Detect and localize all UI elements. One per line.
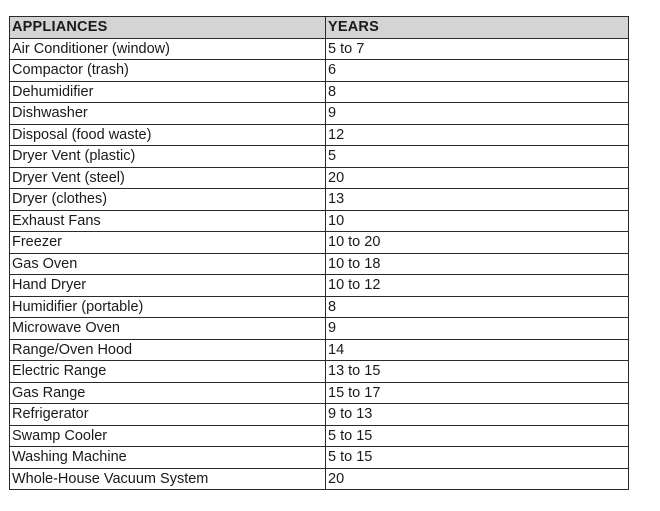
appliance-cell: Refrigerator: [10, 404, 326, 426]
table-row: [10, 275, 629, 297]
table-row: [10, 339, 629, 361]
appliance-cell: Dryer Vent (plastic): [10, 146, 326, 168]
column-header-appliances: APPLIANCES: [10, 17, 326, 39]
appliance-cell: Gas Oven: [10, 253, 326, 275]
table-row: [10, 103, 629, 125]
appliance-cell: Microwave Oven: [10, 318, 326, 340]
table-row: [10, 232, 629, 254]
table-body: [10, 38, 629, 490]
years-cell: 9 to 13: [326, 404, 629, 426]
appliance-cell: Hand Dryer: [10, 275, 326, 297]
years-cell: 13 to 15: [326, 361, 629, 383]
years-cell: 10 to 18: [326, 253, 629, 275]
table-row: [10, 146, 629, 168]
table-row: [10, 210, 629, 232]
appliance-cell: Dryer (clothes): [10, 189, 326, 211]
column-header-years: YEARS: [326, 17, 629, 39]
header-row: [10, 17, 629, 39]
years-cell: 5 to 15: [326, 425, 629, 447]
appliance-lifespan-table: [9, 16, 629, 490]
appliance-cell: Electric Range: [10, 361, 326, 383]
years-cell: 9: [326, 103, 629, 125]
years-cell: 9: [326, 318, 629, 340]
appliance-cell: Humidifier (portable): [10, 296, 326, 318]
table-row: [10, 60, 629, 82]
table-row: [10, 167, 629, 189]
appliance-cell: Dishwasher: [10, 103, 326, 125]
table-row: [10, 404, 629, 426]
table-row: [10, 425, 629, 447]
appliance-cell: Exhaust Fans: [10, 210, 326, 232]
appliance-cell: Disposal (food waste): [10, 124, 326, 146]
table-row: [10, 124, 629, 146]
years-cell: 10: [326, 210, 629, 232]
table-row: [10, 318, 629, 340]
appliance-cell: Compactor (trash): [10, 60, 326, 82]
years-cell: 15 to 17: [326, 382, 629, 404]
years-cell: 12: [326, 124, 629, 146]
table-row: [10, 296, 629, 318]
years-cell: 20: [326, 167, 629, 189]
years-cell: 5: [326, 146, 629, 168]
table-row: [10, 253, 629, 275]
appliance-cell: Range/Oven Hood: [10, 339, 326, 361]
years-cell: 13: [326, 189, 629, 211]
appliance-cell: Swamp Cooler: [10, 425, 326, 447]
appliance-cell: Gas Range: [10, 382, 326, 404]
appliance-cell: Air Conditioner (window): [10, 38, 326, 60]
table-row: [10, 382, 629, 404]
appliance-cell: Dryer Vent (steel): [10, 167, 326, 189]
years-cell: 10 to 20: [326, 232, 629, 254]
appliance-cell: Dehumidifier: [10, 81, 326, 103]
years-cell: 20: [326, 468, 629, 490]
table-row: [10, 81, 629, 103]
years-cell: 10 to 12: [326, 275, 629, 297]
years-cell: 5 to 7: [326, 38, 629, 60]
table-row: [10, 38, 629, 60]
years-cell: 8: [326, 296, 629, 318]
appliance-cell: Freezer: [10, 232, 326, 254]
table-row: [10, 447, 629, 469]
years-cell: 14: [326, 339, 629, 361]
years-cell: 5 to 15: [326, 447, 629, 469]
table-row: [10, 468, 629, 490]
table-row: [10, 189, 629, 211]
years-cell: 6: [326, 60, 629, 82]
appliance-cell: Whole-House Vacuum System: [10, 468, 326, 490]
years-cell: 8: [326, 81, 629, 103]
appliance-cell: Washing Machine: [10, 447, 326, 469]
table-row: [10, 361, 629, 383]
